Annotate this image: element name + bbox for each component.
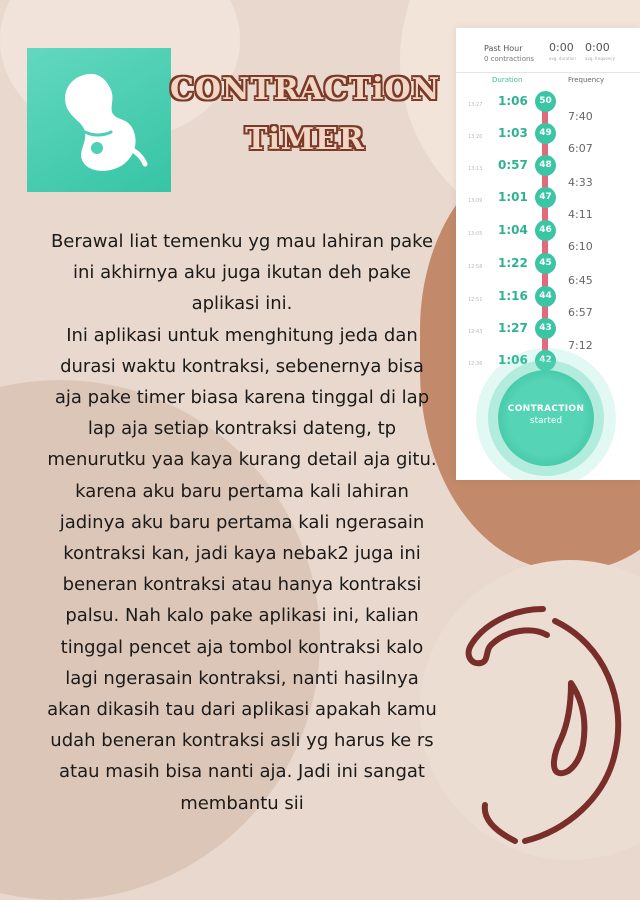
text-line: atau masih bisa nanti aja. Jadi ini sangat xyxy=(59,761,425,783)
row-number: 44 xyxy=(535,286,556,307)
row-number: 49 xyxy=(535,123,556,144)
contraction-row[interactable] xyxy=(456,190,640,220)
text-line: Berawal liat temenku yg mau lahiran pake xyxy=(50,231,434,252)
frequency-value: 4:11 xyxy=(568,208,593,221)
avg-duration-label: avg. duration xyxy=(549,56,576,61)
row-duration: 1:03 xyxy=(498,126,528,140)
text-line: palsu. Nah kalo pake aplikasi ini, kalian xyxy=(65,605,419,627)
contraction-row[interactable] xyxy=(456,223,640,253)
text-line: aplikasi ini. xyxy=(191,293,293,315)
contraction-button-status: started xyxy=(529,416,563,426)
text-line: akan dikasih tau dari aplikasi apakah kamu xyxy=(47,699,437,721)
row-duration: 1:16 xyxy=(498,289,528,303)
row-time: 13:09 xyxy=(468,198,483,204)
text-line: lap aja setiap kontraksi dateng, tp xyxy=(87,418,397,440)
frequency-value: 6:57 xyxy=(568,306,593,319)
fetus-icon xyxy=(27,48,171,192)
row-time: 12:36 xyxy=(468,361,483,367)
row-number: 42 xyxy=(535,350,556,371)
text-line: tinggal pencet aja tombol kontraksi kalo xyxy=(60,636,424,658)
contractions-count: 0 contractions xyxy=(484,55,535,63)
contraction-button-label: CONTRACTION xyxy=(507,404,585,414)
text-line: udah beneran kontraksi asli yg harus ke rs xyxy=(50,730,434,752)
row-time: 13:27 xyxy=(468,102,483,108)
summary-header xyxy=(456,28,640,73)
row-time: 12:51 xyxy=(468,297,483,303)
past-hour-label: Past Hour xyxy=(484,44,523,53)
pregnant-belly-icon xyxy=(455,605,630,845)
row-duration: 1:04 xyxy=(498,223,528,237)
row-number: 50 xyxy=(535,91,556,112)
row-duration: 1:27 xyxy=(498,321,528,335)
text-line: lagi ngerasain kontraksi, nanti hasilnya xyxy=(65,667,419,689)
page-title xyxy=(170,65,440,165)
app-screenshot xyxy=(456,28,640,480)
row-time: 13:13 xyxy=(468,166,483,172)
row-duration: 1:01 xyxy=(498,190,528,204)
text-line: membantu sii xyxy=(180,792,304,814)
contraction-row[interactable] xyxy=(456,94,640,124)
row-number: 45 xyxy=(535,253,556,274)
avg-frequency-label: avg. frequency xyxy=(585,56,615,61)
frequency-value: 6:10 xyxy=(568,240,593,253)
frequency-value: 7:40 xyxy=(568,110,593,123)
text-line: durasi waktu kontraksi, sebenernya bisa xyxy=(60,355,424,377)
row-number: 43 xyxy=(535,318,556,339)
avg-frequency-value: 0:00 xyxy=(585,41,610,54)
contraction-row[interactable] xyxy=(456,256,640,286)
frequency-value: 4:33 xyxy=(568,176,593,189)
contraction-row[interactable] xyxy=(456,321,640,351)
title-line-1: CONTRACTiON xyxy=(170,72,441,107)
text-line: kontraksi kan, jadi kaya nebak2 juga ini xyxy=(63,543,421,565)
text-line: ini akhirnya aku juga ikutan deh pake xyxy=(73,262,411,284)
avg-duration-value: 0:00 xyxy=(549,41,574,54)
description-text xyxy=(24,226,460,819)
frequency-value: 7:12 xyxy=(568,339,593,352)
row-duration: 0:57 xyxy=(498,158,528,172)
frequency-value: 6:45 xyxy=(568,274,593,287)
app-icon xyxy=(27,48,171,192)
row-number: 48 xyxy=(535,155,556,176)
row-time: 13:20 xyxy=(468,134,483,140)
column-duration: Duration xyxy=(492,76,523,84)
row-number: 46 xyxy=(535,220,556,241)
column-frequency: Frequency xyxy=(568,76,605,84)
row-duration: 1:22 xyxy=(498,256,528,270)
contraction-row[interactable] xyxy=(456,126,640,156)
title-line-2: TiMER xyxy=(245,122,365,157)
contraction-row[interactable] xyxy=(456,289,640,319)
row-duration: 1:06 xyxy=(498,353,528,367)
text-line: aja pake timer biasa karena tinggal di lap xyxy=(54,387,430,409)
row-time: 13:05 xyxy=(468,231,483,237)
text-line: Ini aplikasi untuk menghitung jeda dan xyxy=(66,324,418,346)
row-time: 12:43 xyxy=(468,329,483,335)
row-number: 47 xyxy=(535,187,556,208)
text-line: menurutku yaa kaya kurang detail aja gitu. xyxy=(47,449,437,471)
frequency-value: 6:07 xyxy=(568,142,593,155)
row-time: 12:58 xyxy=(468,264,483,270)
row-duration: 1:06 xyxy=(498,94,528,108)
contraction-button[interactable] xyxy=(498,370,594,466)
text-line: karena aku baru pertama kali lahiran xyxy=(75,480,409,502)
contraction-row[interactable] xyxy=(456,158,640,188)
text-line: jadinya aku baru pertama kali ngerasain xyxy=(59,511,425,533)
text-line: beneran kontraksi atau hanya kontraksi xyxy=(62,574,422,596)
